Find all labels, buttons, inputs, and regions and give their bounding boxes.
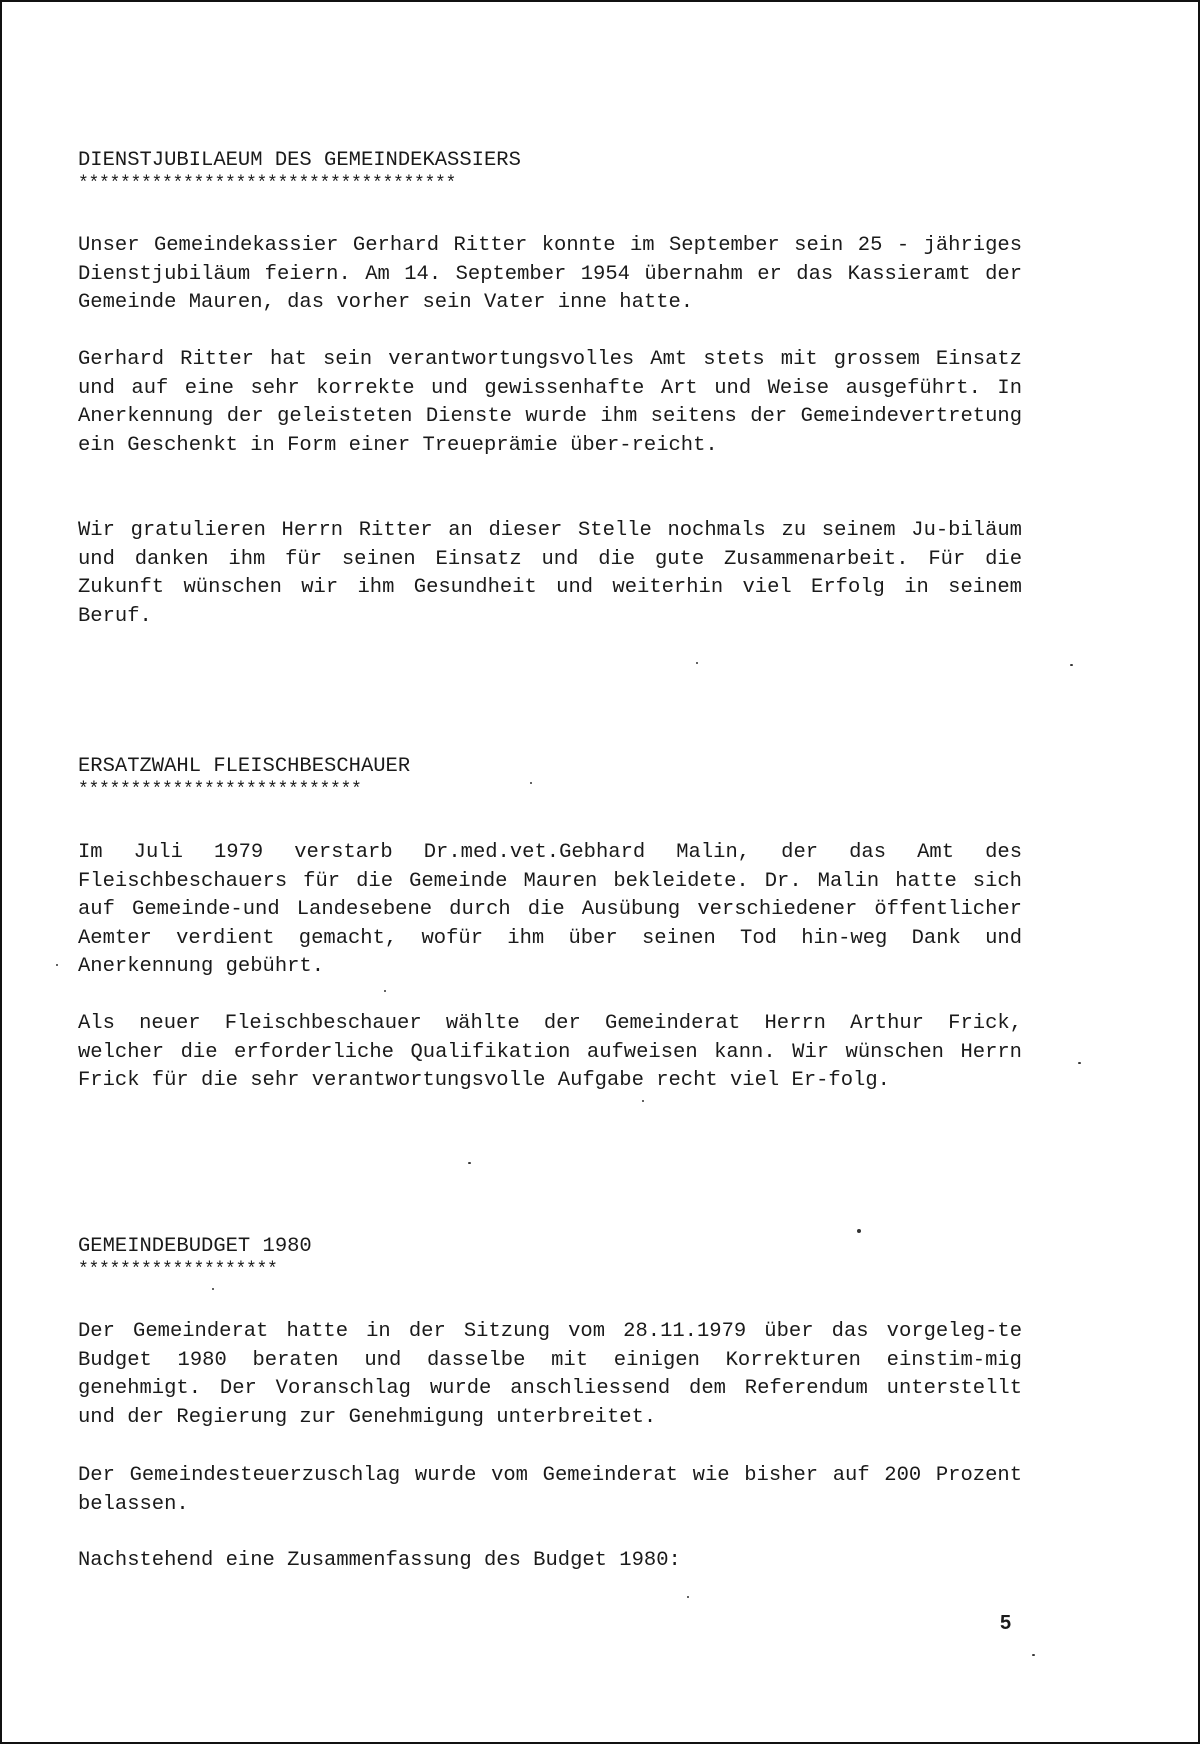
title-underline: *************************** xyxy=(78,780,362,800)
paragraph: Wir gratulieren Herrn Ritter an dieser Stelle nochmals zu seinem Ju-biläum und danken ihm für seinen Einsatz und die gute Zusammenarbeit. Für die Zukunft wünschen wir ihm Gesundheit und weiterhin viel Erfolg in seinem Beruf. xyxy=(78,519,1022,628)
paragraph: Unser Gemeindekassier Gerhard Ritter konnte im September sein 25 - jähriges Dienstjubiläum feiern. Am 14. September 1954 übernahm er das Kassieramt der Gemeinde Mauren, das vorher sein Vater inne hatte. xyxy=(78,234,1022,314)
scan-speck xyxy=(384,990,386,992)
scan-speck xyxy=(642,1100,644,1102)
paragraph: Der Gemeindesteuerzuschlag wurde vom Gemeinderat wie bisher auf 200 Prozent belassen. xyxy=(78,1464,1022,1516)
section-title: GEMEINDEBUDGET 1980 xyxy=(78,1235,312,1258)
scan-speck xyxy=(530,782,532,784)
section-gemeindebudget xyxy=(78,1234,1022,1280)
section-dienstjubilaeum xyxy=(78,148,1022,194)
section-title: ERSATZWAHL FLEISCHBESCHAUER xyxy=(78,755,411,778)
scan-speck xyxy=(56,964,58,966)
title-underline: ************************************ xyxy=(78,174,457,194)
scan-speck xyxy=(212,1288,214,1290)
paragraph: Gerhard Ritter hat sein verantwortungsvolles Amt stets mit grossem Einsatz und auf eine sehr korrekte und gewissenhafte Art und Weise ausgeführt. In Anerkennung der geleisteten Dienste wurde ihm seitens der Gemeindevertretung ein Geschenkt in Form einer Treueprämie über-reicht. xyxy=(78,348,1022,457)
scan-speck xyxy=(1032,1654,1035,1656)
scan-speck xyxy=(1070,664,1073,666)
scan-speck xyxy=(857,1229,861,1233)
scan-speck xyxy=(468,1162,471,1164)
paragraph: Im Juli 1979 verstarb Dr.med.vet.Gebhard Malin, der das Amt des Fleischbeschauers für die Gemeinde Mauren bekleidete. Dr. Malin hatte sich auf Gemeinde-und Landesebene durch die Ausübung verschiedener öffentlicher Aemter verdient gemacht, wofür ihm über seinen Tod hin-weg Dank und Anerkennung gebührt. xyxy=(78,841,1022,978)
section-title: DIENSTJUBILAEUM DES GEMEINDEKASSIERS xyxy=(78,149,521,172)
paragraph: Der Gemeinderat hatte in der Sitzung vom 28.11.1979 über das vorgeleg-te Budget 1980 beraten und dasselbe mit einigen Korrekturen einstim-mig genehmigt. Der Voranschlag wurde anschliessend dem Referendum unterstellt und der Regierung zur Genehmigung unterbreitet. xyxy=(78,1320,1022,1429)
scan-speck xyxy=(696,662,698,664)
title-underline: ******************* xyxy=(78,1260,278,1280)
paragraph: Als neuer Fleischbeschauer wählte der Gemeinderat Herrn Arthur Frick, welcher die erforderliche Qualifikation aufweisen kann. Wir wünschen Herrn Frick für die sehr verantwortungsvolle Aufgabe recht viel Er-folg. xyxy=(78,1012,1022,1092)
paragraph: Nachstehend eine Zusammenfassung des Budget 1980: xyxy=(78,1549,681,1572)
scan-speck xyxy=(1078,1062,1081,1064)
scan-speck xyxy=(687,1596,689,1598)
page-number: 5 xyxy=(1000,1612,1012,1634)
section-ersatzwahl xyxy=(78,754,1022,800)
